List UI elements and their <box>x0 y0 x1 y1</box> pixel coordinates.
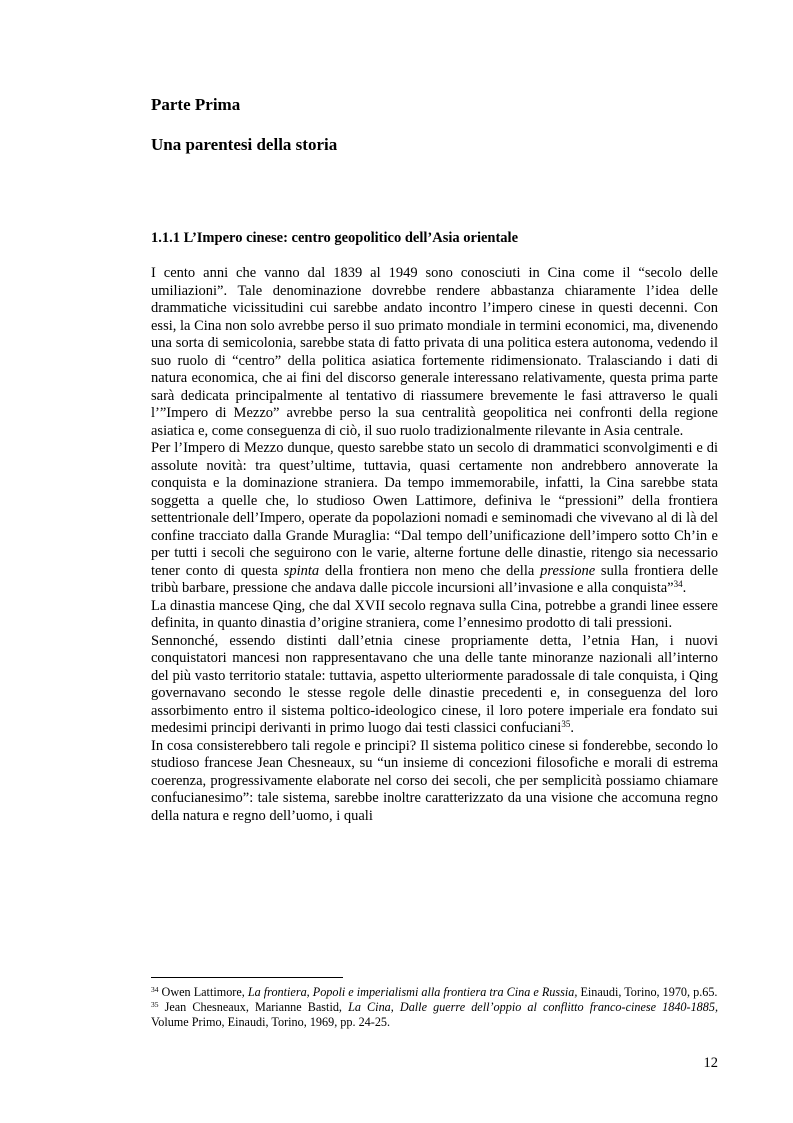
footnote-35-title: La Cina, Dalle guerre dell’oppio al conflitto franco-cinese 1840-1885, <box>348 1000 718 1014</box>
paragraph-3: La dinastia mancese Qing, che dal XVII secolo regnava sulla Cina, potrebbe a grandi linee essere definita, in quanto dinastia d’origine straniera, come l’ennesimo prodotto di tali pressioni. <box>151 597 718 631</box>
footnote-ref-34[interactable]: 34 <box>673 579 683 589</box>
paragraph-2-text-before: Per l’Impero di Mezzo dunque, questo sarebbe stato un secolo di drammatici sconvolgimenti e di assolute novità: tra quest’ultime, tuttavia, quasi certamente non andrebbero annoverate la conquista e la dominazione straniera. Da tempo immemorabile, infatti, la Cina sarebbe stata soggetta a quelle che, lo studioso Owen Lattimore, definiva le “pressioni” della frontiera settentrionale dell’Impero, operate da popolazioni nomadi e seminomadi che vivevano al di là del confine tracciato dalla Grande Muraglia: “Dal tempo dell’unificazione dell’impero sotto Ch’in e per tutti i secoli che seguirono con le varie, alterne fortune delle dinastie, ritengo sia necessario tener conto di questa <box>151 440 718 579</box>
footnote-separator <box>151 977 343 978</box>
footnote-number-35: 35 <box>151 1000 159 1009</box>
footnote-35-text-after: Volume Primo, Einaudi, Torino, 1969, pp. 24-25. <box>151 1015 391 1029</box>
page-number: 12 <box>703 1055 718 1071</box>
footnotes <box>151 985 718 1030</box>
footnote-35 <box>151 1000 718 1030</box>
part-title: Parte Prima <box>151 95 241 114</box>
paragraph-2 <box>151 440 718 598</box>
paragraph-2-text-end: . <box>682 580 687 596</box>
footnote-34 <box>151 985 718 1000</box>
paragraph-4-text-end: . <box>570 720 574 736</box>
paragraph-5: In cosa consisterebbero tali regole e principi? Il sistema politico cinese si fonderebbe, secondo lo studioso francese Jean Chesneaux, su “un insieme di concezioni filosofiche e morali di estrema coerenza, progressivamente elaborate nel corso dei secoli, che per semplicità possiamo chiamare confucianesimo”: tale sistema, sarebbe inoltre caratterizzato da una visione che accomuna regno della natura e regno dell’uomo, i quali <box>151 737 718 824</box>
emphasis-pressione: pressione <box>540 562 596 579</box>
footnote-35-text-before: Jean Chesneaux, Marianne Bastid, <box>158 1000 349 1014</box>
paragraph-4 <box>151 633 718 738</box>
paragraph-4-text-before: Sennonché, essendo distinti dall’etnia cinese propriamente detta, l’etnia Han, i nuovi conquistatori mancesi non rappresentavano che una delle tante minoranze nazionali all’interno del più vasto territorio statale: tuttavia, aspetto ulteriormente paradossale di tale conquista, i Qing governavano secondo le stesse regole delle dinastie precedenti e, in conseguenza del loro assorbimento entro il sistema poltico-ideologico cinese, il loro potere imperiale era fondato sui medesimi principi derivanti in primo luogo dai testi classici confuciani <box>151 632 718 736</box>
part-subtitle: Una parentesi della storia <box>151 135 338 154</box>
body-text <box>151 265 718 825</box>
footnote-ref-35[interactable]: 35 <box>561 719 571 729</box>
paragraph-1: I cento anni che vanno dal 1839 al 1949 sono conosciuti in Cina come il “secolo delle umiliazioni”. Tale denominazione dovrebbe rendere abbastanza chiaramente l’idea delle drammatiche vicissitudini cui sarebbe andato incontro l’impero cinese in questi decenni. Con essi, la Cina non solo avrebbe perso il suo primato mondiale in termini economici, ma, divenendo una sorta di semicolonia, sarebbe stata di fatto privata di una politica estera autonoma, vedendo il suo ruolo di “centro” della politica asiatica fortemente ridimensionato. Tralasciando i dati di natura economica, che ai fini del discorso generale interessano relativamente, questa prima parte sarà dedicata principalmente al tentativo di riassumere brevemente le fasi attraverso le quali l’”Impero di Mezzo” avrebbe perso la sua centralità geopolitica nei confronti della regione asiatica e, come conseguenza di ciò, il suo ruolo tradizionalmente rilevante in Asia centrale. <box>151 265 718 439</box>
section-heading: 1.1.1 L’Impero cinese: centro geopolitico dell’Asia orientale <box>151 230 519 246</box>
paragraph-2-text-middle: della frontiera non meno che della <box>319 562 541 579</box>
footnote-34-text-before: Owen Lattimore, <box>158 985 248 999</box>
paragraph-2-text-after: sulla frontiera delle tribù barbare, pressione che andava dalle piccole incursioni all’invasione e alla conquista” <box>151 562 719 596</box>
footnote-34-text-after: Einaudi, Torino, 1970, p.65. <box>577 985 718 999</box>
footnote-number-34: 34 <box>151 985 159 994</box>
footnote-34-title: La frontiera, Popoli e imperialismi alla frontiera tra Cina e Russia, <box>247 985 578 999</box>
emphasis-spinta: spinta <box>283 562 320 579</box>
